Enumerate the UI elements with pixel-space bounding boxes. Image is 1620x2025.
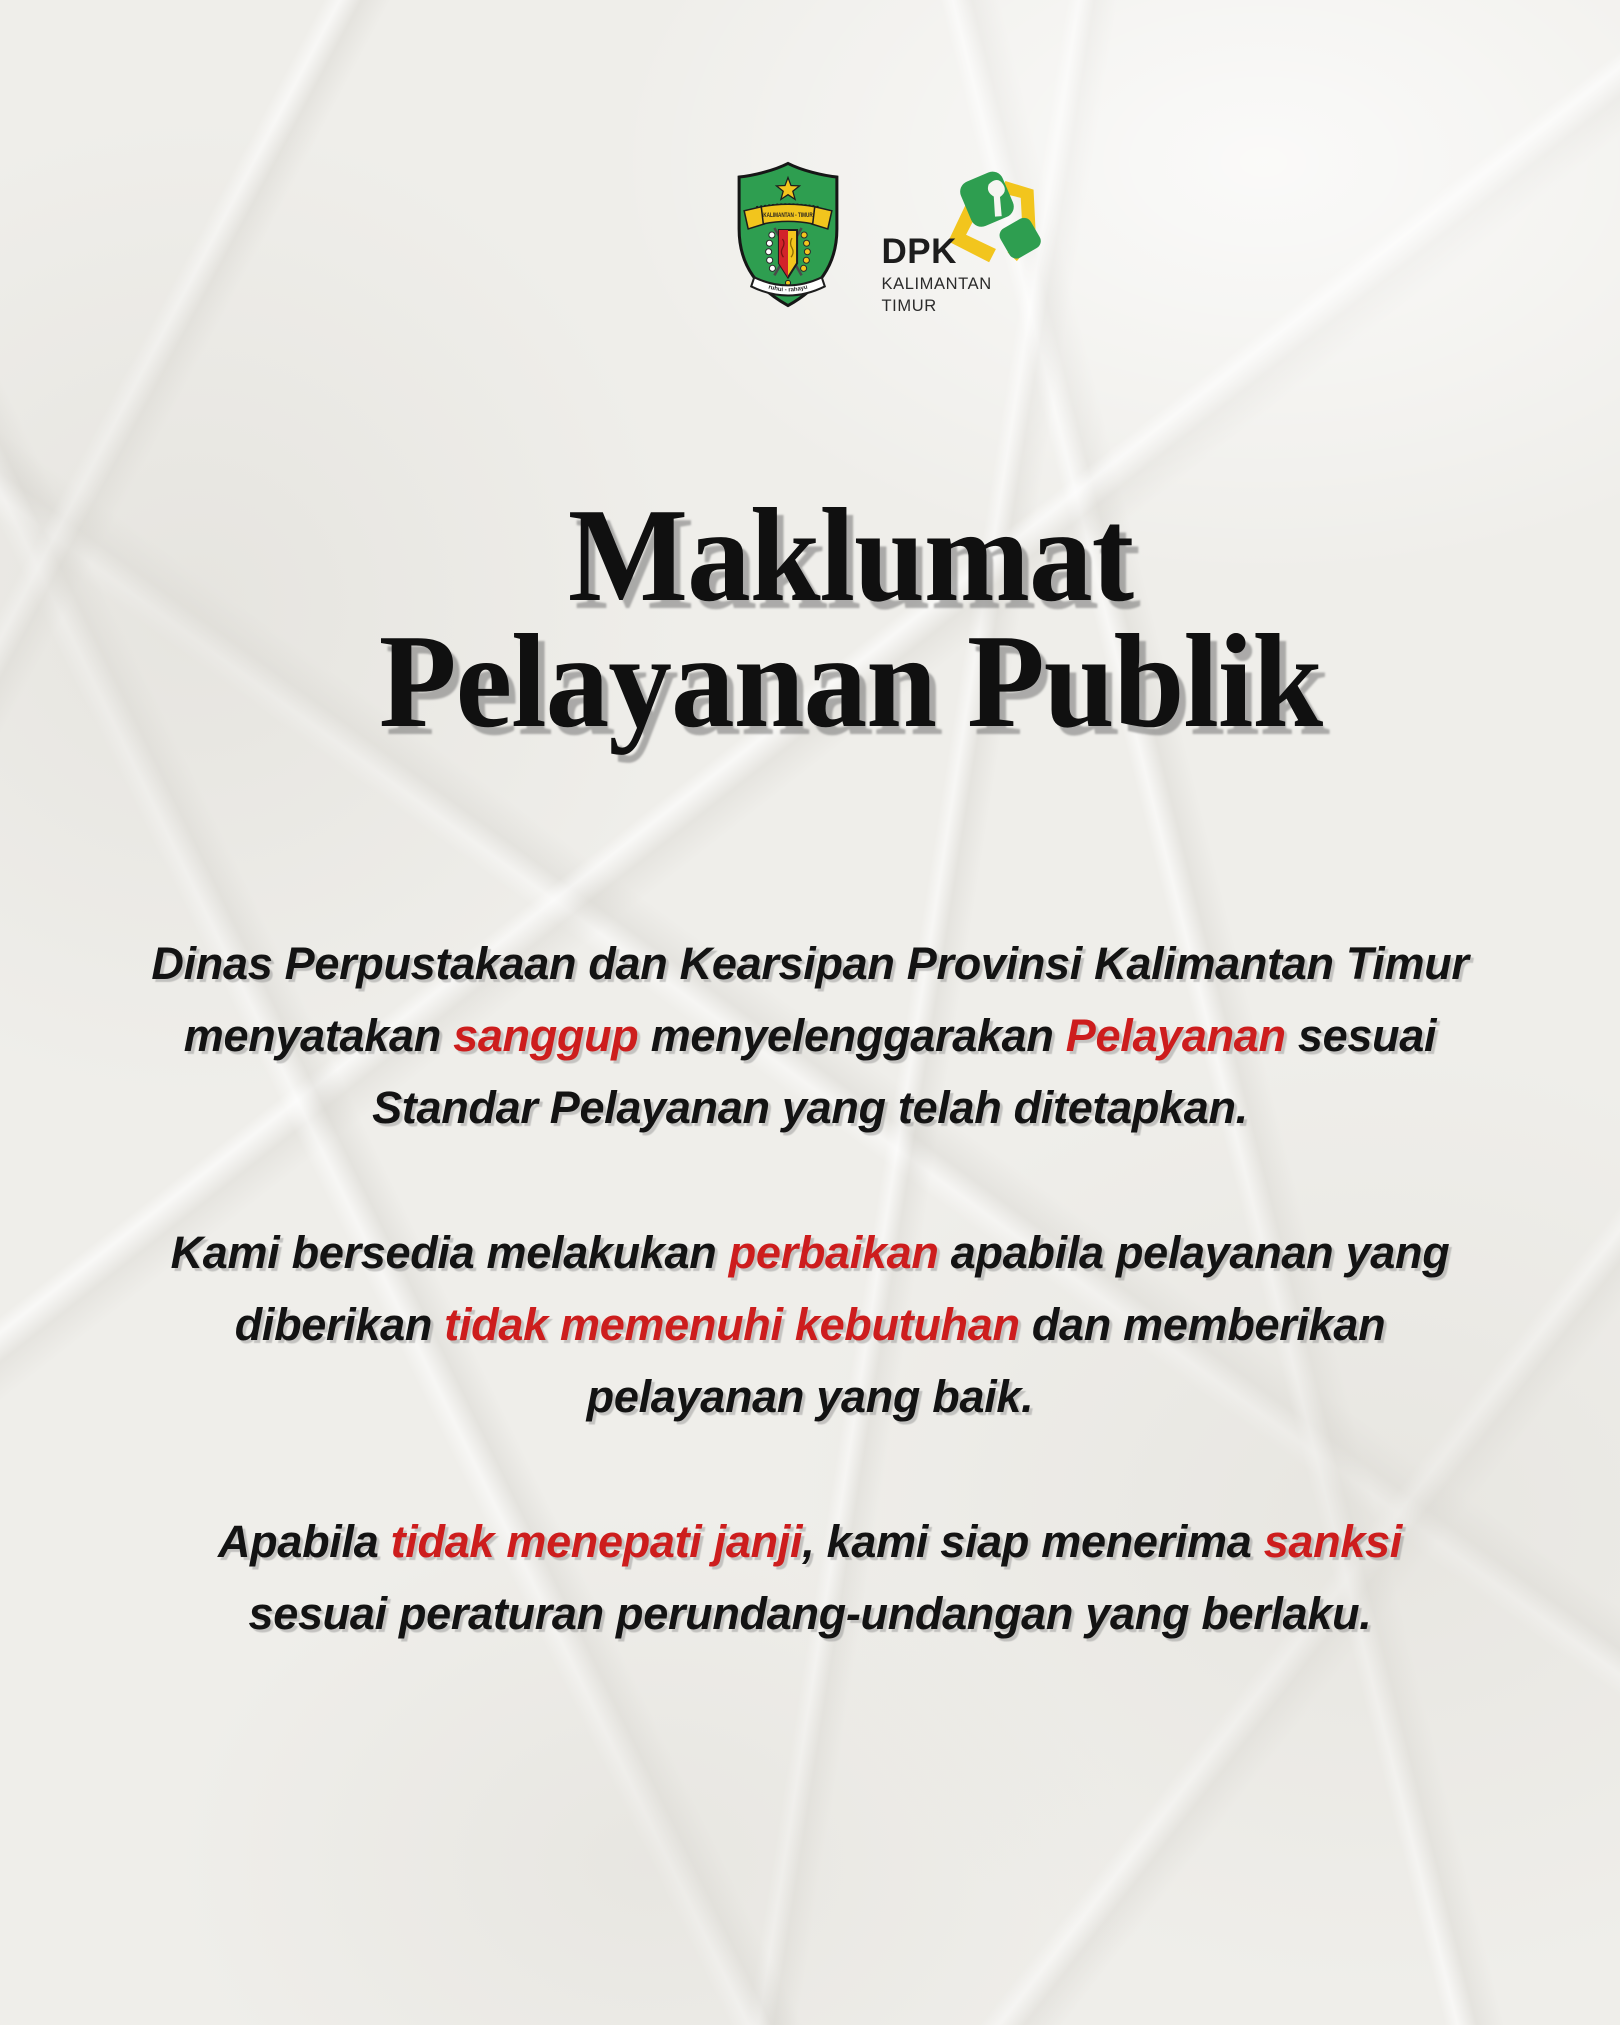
paragraph-line [60, 928, 1560, 1000]
kaltim-provincial-crest-logo [725, 158, 851, 310]
body-text: , kami siap menerima [802, 1516, 1264, 1567]
body-text: pelayanan yang baik. [586, 1371, 1034, 1422]
paragraph-line [60, 1217, 1560, 1289]
body-text: Apabila [217, 1516, 391, 1567]
body-text: menyelenggarakan [638, 1010, 1066, 1061]
title-line-1: Maklumat [567, 481, 1133, 629]
body-text: sesuai [1285, 1010, 1437, 1061]
body-text: sesuai peraturan perundang-undangan yang berlaku. [248, 1588, 1372, 1639]
logo-row [78, 158, 1620, 318]
dpk-logo [882, 158, 1052, 318]
body-text: diberikan [234, 1299, 445, 1350]
crest-banner-text: KALIMANTAN - TIMUR [762, 211, 813, 219]
highlighted-text: sanksi [1263, 1516, 1402, 1567]
body-text: Kami bersedia melakukan [170, 1227, 729, 1278]
body-text: apabila pelayanan yang [938, 1227, 1450, 1278]
body-text: Standar Pelayanan yang telah ditetapkan. [372, 1082, 1248, 1133]
dpk-region-line2: TIMUR [881, 297, 937, 316]
paragraph-line [60, 1506, 1560, 1578]
body-text: menyatakan [183, 1010, 454, 1061]
paragraph-line [60, 1289, 1560, 1361]
body-text: dan memberikan [1019, 1299, 1386, 1350]
paragraph-line [60, 1000, 1560, 1072]
dpk-region-line1: KALIMANTAN [881, 275, 992, 294]
dpk-acronym: DPK [881, 232, 957, 272]
paragraph [60, 928, 1560, 1144]
title-line-2: Pelayanan Publik [378, 607, 1322, 755]
dpk-green-page-bottom [996, 215, 1043, 262]
highlighted-text: tidak memenuhi kebutuhan [444, 1299, 1020, 1350]
paragraph-line [60, 1072, 1560, 1144]
paragraph [60, 1506, 1560, 1650]
declaration-text [60, 928, 1560, 1650]
paragraph-line [60, 1361, 1560, 1433]
dpk-logo-text [882, 234, 992, 318]
body-text: Dinas Perpustakaan dan Kearsipan Provinsi Kalimantan Timur [151, 938, 1469, 989]
crest-motto-text: ruhui - rahayu [767, 284, 808, 294]
highlighted-text: perbaikan [728, 1227, 939, 1278]
highlighted-text: Pelayanan [1065, 1010, 1286, 1061]
paragraph [60, 1217, 1560, 1433]
highlighted-text: sanggup [453, 1010, 639, 1061]
paragraph-line [60, 1578, 1560, 1650]
dpk-region [882, 274, 992, 318]
highlighted-text: tidak menepati janji [390, 1516, 803, 1567]
page-title [40, 481, 1620, 755]
